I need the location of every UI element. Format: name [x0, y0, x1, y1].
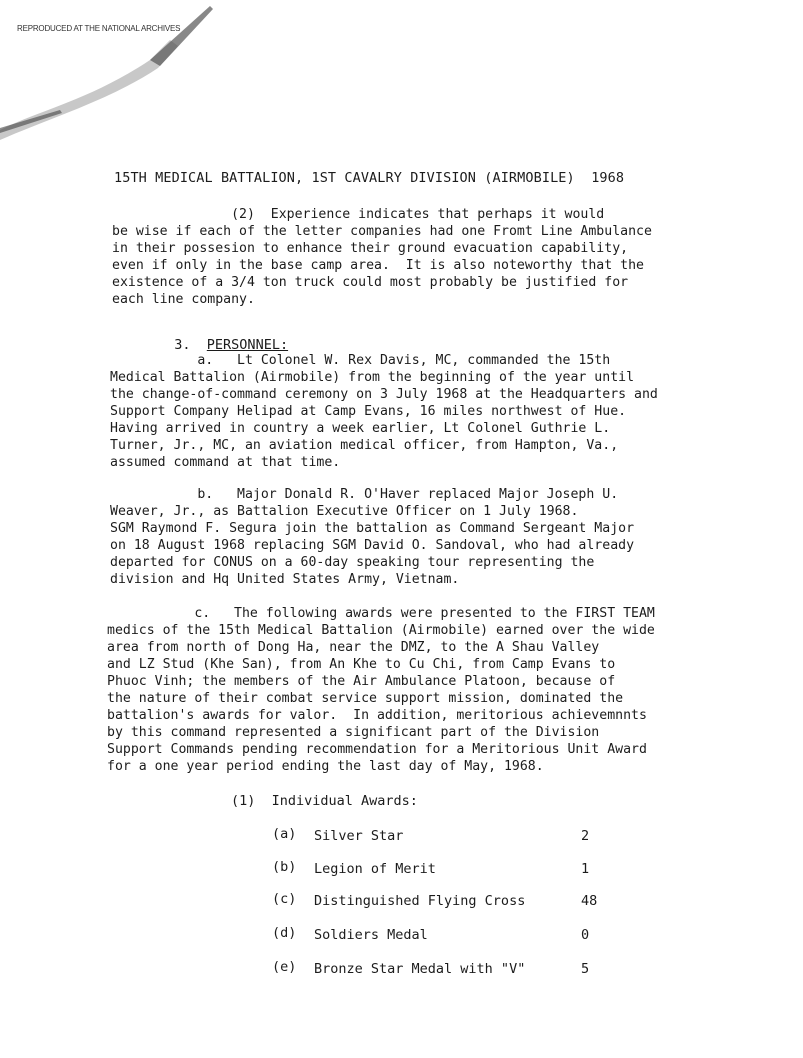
text-line: in their possesion to enhance their ground evacuation capability, — [112, 241, 629, 256]
section-heading — [158, 321, 288, 353]
award-count: 0 — [581, 927, 590, 943]
award-letter: (e) — [272, 959, 297, 975]
text-line: Support Company Helipad at Camp Evans, 16 miles northwest of Hue. — [110, 404, 627, 419]
award-letter: (b) — [272, 859, 297, 875]
text-line: (2) Experience indicates that perhaps it would — [112, 207, 605, 222]
award-name: Bronze Star Medal with "V" — [314, 961, 526, 977]
text-line: Turner, Jr., MC, an aviation medical officer, from Hampton, Va., — [110, 438, 619, 453]
text-line: the nature of their combat service support mission, dominated the — [107, 691, 624, 706]
text-line: division and Hq United States Army, Vietnam. — [110, 572, 460, 587]
text-line: and LZ Stud (Khe San), from An Khe to Cu Chi, from Camp Evans to — [107, 657, 616, 672]
text-line: Medical Battalion (Airmobile) from the beginning of the year until — [110, 370, 635, 385]
section-number: 3. — [174, 337, 191, 353]
award-count: 2 — [581, 828, 590, 844]
text-line: Having arrived in country a week earlier, Lt Colonel Guthrie L. — [110, 421, 611, 436]
text-line: Support Commands pending recommendation for a Meritorious Unit Award — [107, 742, 647, 757]
document-heading: 15TH MEDICAL BATTALION, 1ST CAVALRY DIVISION (AIRMOBILE) 1968 — [114, 170, 625, 186]
text-line: c. The following awards were presented to the FIRST TEAM — [107, 606, 655, 621]
text-line: Phuoc Vinh; the members of the Air Ambulance Platoon, because of — [107, 674, 616, 689]
text-line: be wise if each of the letter companies had one Fromt Line Ambulance — [112, 224, 652, 239]
text-line: b. Major Donald R. O'Haver replaced Major Joseph U. — [110, 487, 619, 502]
award-name: Soldiers Medal — [314, 927, 428, 943]
award-name: Silver Star — [314, 828, 404, 844]
text-line: area from north of Dong Ha, near the DMZ, to the A Shau Valley — [107, 640, 600, 655]
awards-heading: (1) Individual Awards: — [231, 793, 418, 809]
text-line: assumed command at that time. — [110, 455, 341, 470]
award-letter: (d) — [272, 925, 297, 941]
text-line: the change-of-command ceremony on 3 July 1968 at the Headquarters and — [110, 387, 658, 402]
award-name: Legion of Merit — [314, 861, 436, 877]
text-line: each line company. — [112, 292, 255, 307]
archive-stamp: REPRODUCED AT THE NATIONAL ARCHIVES — [17, 24, 181, 33]
award-letter: (a) — [272, 826, 297, 842]
award-name: Distinguished Flying Cross — [314, 893, 526, 909]
text-line: medics of the 15th Medical Battalion (Airmobile) earned over the wide — [107, 623, 655, 638]
text-line: battalion's awards for valor. In addition, meritorious achievemnnts — [107, 708, 647, 723]
text-line: a. Lt Colonel W. Rex Davis, MC, commanded the 15th — [110, 353, 611, 368]
text-line: departed for CONUS on a 60-day speaking tour representing the — [110, 555, 595, 570]
award-count: 1 — [581, 861, 590, 877]
text-line: Weaver, Jr., as Battalion Executive Officer on 1 July 1968. — [110, 504, 579, 519]
section-title: PERSONNEL: — [206, 337, 289, 353]
text-line: existence of a 3/4 ton truck could most probably be justified for — [112, 275, 629, 290]
text-line: for a one year period ending the last day of May, 1968. — [107, 759, 544, 774]
award-letter: (c) — [272, 891, 297, 907]
text-line: by this command represented a significant part of the Division — [107, 725, 600, 740]
scan-shadow-mark — [0, 0, 803, 140]
text-line: even if only in the base camp area. It is also noteworthy that the — [112, 258, 644, 273]
text-line: on 18 August 1968 replacing SGM David O. Sandoval, who had already — [110, 538, 635, 553]
award-count: 48 — [581, 893, 598, 909]
award-count: 5 — [581, 961, 590, 977]
text-line: SGM Raymond F. Segura join the battalion as Command Sergeant Major — [110, 521, 635, 536]
